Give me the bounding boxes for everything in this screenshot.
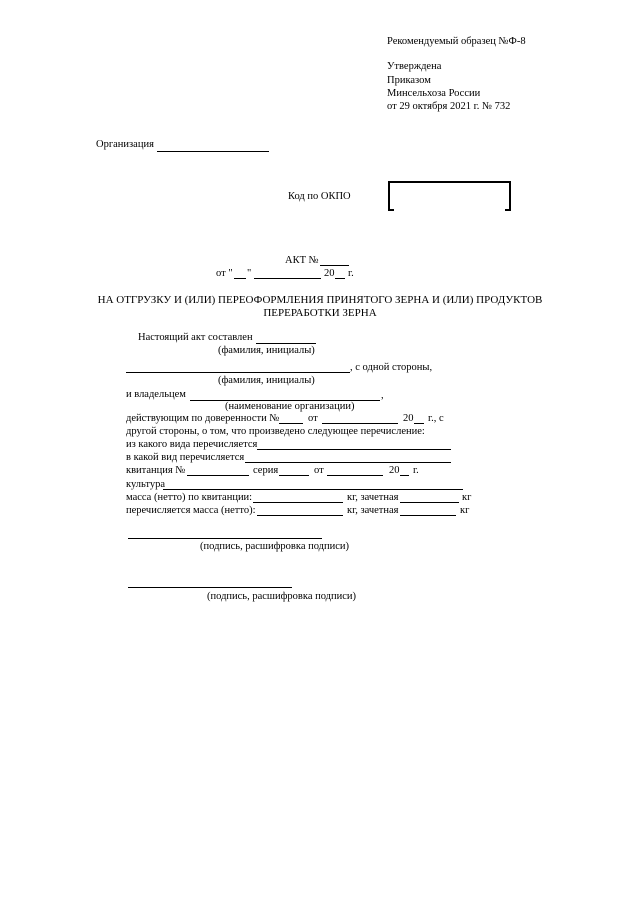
kg-label: кг [462,492,472,503]
act-title-line2: ПЕРЕРАБОТКИ ЗЕРНА [263,307,377,319]
proxy-year-prefix: 20 [403,413,414,424]
act-title-line1: НА ОТГРУЗКУ И (ИЛИ) ПЕРЕОФОРМЛЕНИЯ ПРИНЯТОГО ЗЕРНА И (ИЛИ) ПРОДУКТОВ [97,294,543,306]
proxy-from-label: от [308,413,318,424]
okpo-field[interactable] [388,181,511,211]
receipt-year-suffix: г. [413,465,419,476]
act-month-field[interactable] [254,278,321,279]
party1-field[interactable] [126,372,350,373]
signature-line-2[interactable] [128,587,292,588]
mass-receipt-label: масса (нетто) по квитанции: [126,492,253,503]
mass-transfer-label: перечисляется масса (нетто): [126,505,256,516]
one-side-label: , с одной стороны, [350,362,433,373]
proxy-number-field[interactable] [279,423,303,424]
proxy-year-field[interactable] [414,423,424,424]
act-year-field[interactable] [335,278,345,279]
fio-hint-2: (фамилия, инициалы) [218,375,315,386]
from-kind-label: из какого вида перечисляется [126,439,258,450]
to-kind-label: в какой вид перечисляется [126,452,245,463]
act-number-label: АКТ № [285,255,319,266]
order-date: от 29 октября 2021 г. № 732 [387,101,511,112]
composer-field[interactable] [256,343,316,344]
okpo-label: Код по ОКПО [288,191,351,202]
receipt-number-field[interactable] [187,475,249,476]
owner-end: , [381,390,384,401]
org-field[interactable] [157,151,269,152]
receipt-date-field[interactable] [327,475,383,476]
mass-transfer-field[interactable] [257,515,343,516]
org-hint: (наименование организации) [225,401,355,412]
act-year-suffix: г. [348,268,354,279]
receipt-label: квитанция № [126,465,186,476]
signature-hint-2: (подпись, расшифровка подписи) [207,591,357,602]
act-day-field[interactable] [234,278,246,279]
act-number-field[interactable] [320,265,349,266]
proxy-year-suffix: г., с [428,413,444,424]
receipt-from-label: от [314,465,324,476]
crop-label: культура [126,479,165,490]
org-label: Организация [96,139,154,150]
owner-label: и владельцем [126,389,186,400]
series-field[interactable] [279,475,309,476]
order-label: Приказом [387,75,431,86]
acting-label: действующим по доверенности № [126,413,280,424]
ministry-label: Минсельхоза России [387,88,481,99]
kg-label-2: кг [460,505,470,516]
signature-hint-1: (подпись, расшифровка подписи) [200,541,350,552]
other-side-label: другой стороны, о том, что произведено следующее перечисление: [126,426,425,437]
receipt-year-prefix: 20 [389,465,400,476]
crop-field[interactable] [163,489,463,490]
sample-label: Рекомендуемый образец №Ф-8 [387,36,526,47]
offset-mass-field-2[interactable] [400,515,456,516]
approved-label: Утверждена [387,61,442,72]
mass-receipt-field[interactable] [253,502,343,503]
act-date-quote: " [247,268,252,279]
offset-mass-field[interactable] [400,502,459,503]
to-kind-field[interactable] [245,462,451,463]
fio-hint: (фамилия, инициалы) [218,345,315,356]
act-date-prefix: от " [216,268,233,279]
act-year-prefix: 20 [324,268,335,279]
receipt-year-field[interactable] [400,475,409,476]
composed-label: Настоящий акт составлен [138,332,253,343]
offset-kg-label-2: кг, зачетная [347,505,399,516]
offset-kg-label: кг, зачетная [347,492,399,503]
from-kind-field[interactable] [257,449,451,450]
signature-line-1[interactable] [128,538,322,539]
proxy-date-field[interactable] [322,423,398,424]
series-label: серия [253,465,279,476]
